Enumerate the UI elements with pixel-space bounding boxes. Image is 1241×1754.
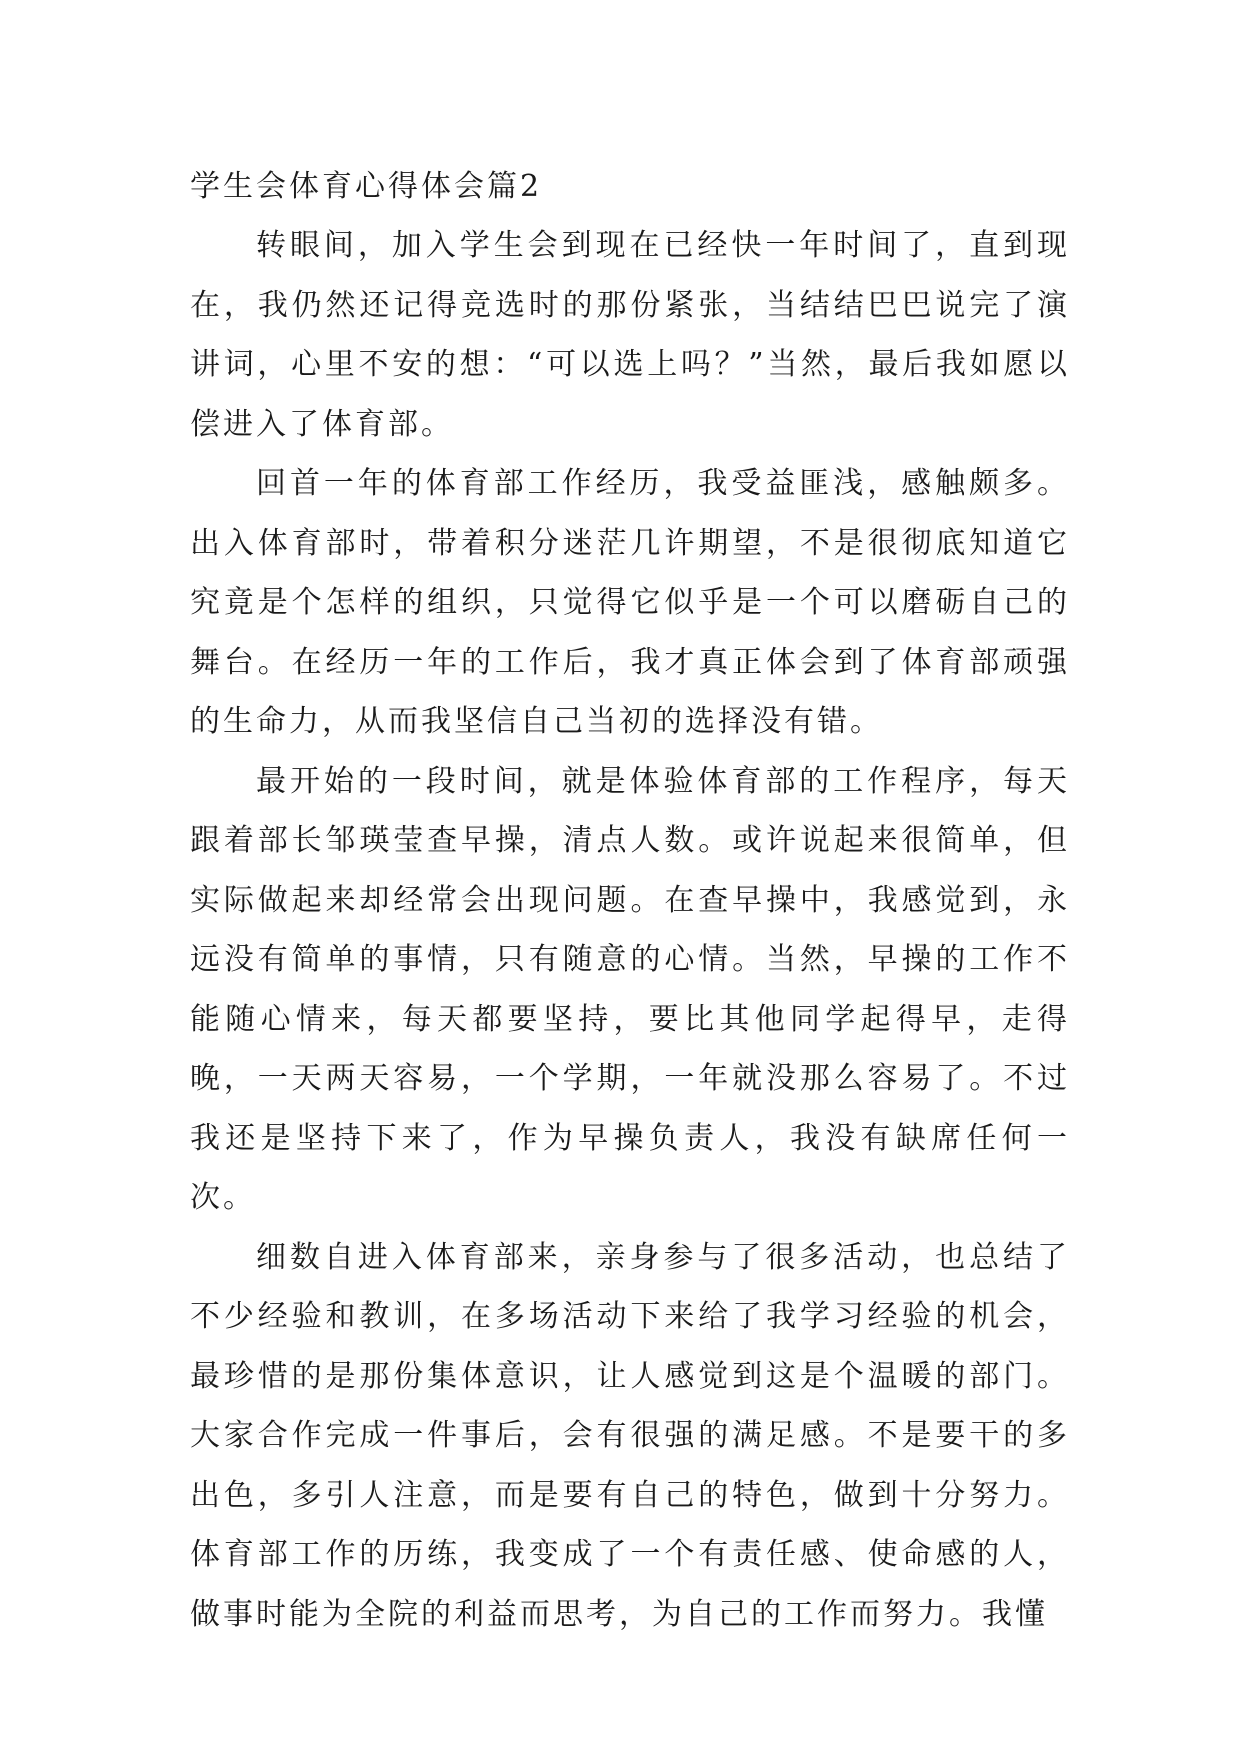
paragraph-3: 最开始的一段时间，就是体验体育部的工作程序，每天跟着部长邹瑛莹查早操，清点人数。或许说起来很简单，但实际做起来却经常会出现问题。在查早操中，我感觉到，永远没有简单的事情，只有随意的心情。当然，早操的工作不能随心情来，每天都要坚持，要比其他同学起得早，走得晚，一天两天容易，一个学期，一年就没那么容易了。不过我还是坚持下来了，作为早操负责人，我没有缺席任何一次。	[190, 763, 1070, 1215]
paragraph-1: 转眼间，加入学生会到现在已经快一年时间了，直到现在，我仍然还记得竞选时的那份紧张，当结结巴巴说完了演讲词，心里不安的想：“可以选上吗？”当然，最后我如愿以偿进入了体育部。	[190, 228, 1070, 442]
paragraph-2: 回首一年的体育部工作经历，我受益匪浅，感触颇多。出入体育部时，带着积分迷茫几许期望，不是很彻底知道它究竟是个怎样的组织，只觉得它似乎是一个可以磨砺自己的舞台。在经历一年的工作后，我才真正体会到了体育部顽强的生命力，从而我坚信自己当初的选择没有错。	[190, 466, 1070, 739]
paragraph-4: 细数自进入体育部来，亲身参与了很多活动，也总结了不少经验和教训，在多场活动下来给了我学习经验的机会，最珍惜的是那份集体意识，让人感觉到这是个温暖的部门。大家合作完成一件事后，会有很强的满足感。不是要干的多出色，多引人注意，而是要有自己的特色，做到十分努力。体育部工作的历练，我变成了一个有责任感、使命感的人，做事时能为全院的利益而思考，为自己的工作而努力。我懂	[190, 1239, 1070, 1632]
document-title: 学生会体育心得体会篇2	[190, 169, 543, 204]
document-body	[190, 158, 1070, 1644]
